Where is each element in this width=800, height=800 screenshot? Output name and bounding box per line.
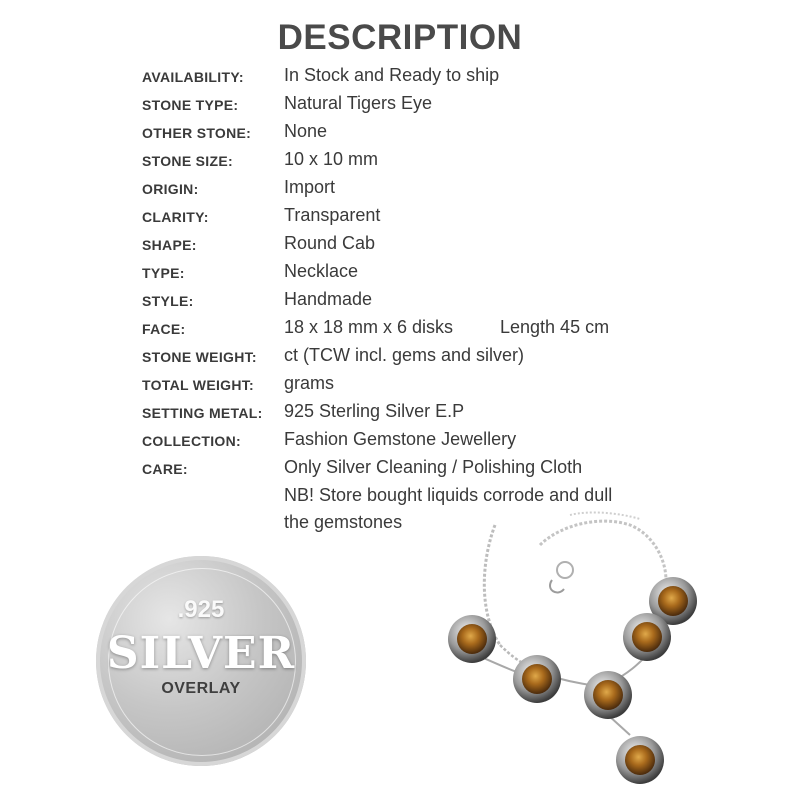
- clasp-hook: [550, 580, 564, 592]
- spec-value: 18 x 18 mm x 6 disks: [284, 317, 454, 337]
- spec-label: CLARITY:: [142, 209, 209, 225]
- spec-value: 925 Sterling Silver E.P: [284, 401, 465, 421]
- spec-label: CARE:: [142, 461, 188, 477]
- spec-value: None: [284, 121, 328, 141]
- spec-label: COLLECTION:: [142, 433, 241, 449]
- spec-value: Necklace: [284, 261, 359, 281]
- badge-overlay: OVERLAY: [161, 680, 241, 697]
- spec-label: STONE SIZE:: [142, 153, 233, 169]
- clasp-ring: [557, 562, 573, 578]
- care-note-line: the gemstones: [284, 512, 403, 532]
- spec-label: STONE WEIGHT:: [142, 349, 257, 365]
- spec-value: grams: [284, 373, 335, 393]
- spec-value: 10 x 10 mm: [284, 149, 379, 169]
- spec-value: Only Silver Cleaning / Polishing Cloth: [284, 457, 583, 477]
- spec-label: STONE TYPE:: [142, 97, 239, 113]
- silver-overlay-badge: [96, 556, 306, 766]
- spec-value: Fashion Gemstone Jewellery: [284, 429, 517, 449]
- care-note-line: NB! Store bought liquids corrode and dull: [284, 485, 613, 505]
- badge-silver: SILVER: [106, 628, 296, 679]
- spec-value: Transparent: [284, 205, 381, 225]
- spec-label: TOTAL WEIGHT:: [142, 377, 255, 393]
- badge-925: .925: [177, 596, 225, 623]
- page-title: DESCRIPTION: [277, 18, 523, 57]
- spec-value: Round Cab: [284, 233, 376, 253]
- spec-label: SHAPE:: [142, 237, 197, 253]
- spec-value: Handmade: [284, 289, 373, 309]
- spec-label: OTHER STONE:: [142, 125, 252, 141]
- pendant: [623, 613, 671, 661]
- spec-label: ORIGIN:: [142, 181, 199, 197]
- pendant: [513, 655, 561, 703]
- spec-label: FACE:: [142, 321, 186, 337]
- spec-value: ct (TCW incl. gems and silver): [284, 345, 525, 365]
- necklace-image: [440, 505, 780, 795]
- spec-extra: Length 45 cm: [500, 317, 610, 337]
- chain-top: [540, 521, 666, 590]
- spec-value: Import: [284, 177, 336, 197]
- spec-label: AVAILABILITY:: [142, 69, 244, 85]
- pendant: [448, 615, 496, 663]
- chain-coil: [570, 512, 640, 519]
- spec-label: TYPE:: [142, 265, 185, 281]
- spec-label: SETTING METAL:: [142, 405, 263, 421]
- spec-value: Natural Tigers Eye: [284, 93, 433, 113]
- spec-value: In Stock and Ready to ship: [284, 65, 500, 85]
- spec-label: STYLE:: [142, 293, 194, 309]
- pendant: [584, 671, 632, 719]
- pendant: [616, 736, 664, 784]
